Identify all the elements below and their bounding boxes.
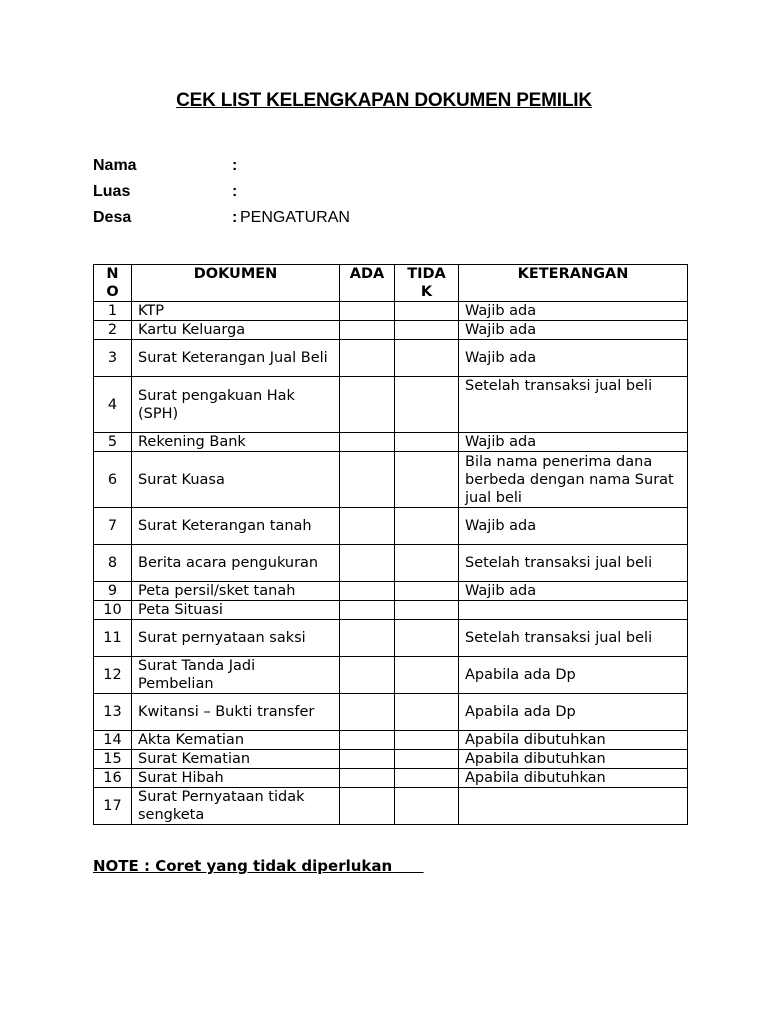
header-ada: ADA	[340, 265, 395, 302]
field-nama-label: Nama	[93, 157, 137, 174]
document-name: Peta Situasi	[132, 601, 340, 620]
tidak-checkbox-cell[interactable]	[395, 452, 459, 508]
tidak-checkbox-cell[interactable]	[395, 769, 459, 788]
document-name: Surat Pernyataan tidak sengketa	[132, 788, 340, 825]
header-no-l1: N	[106, 266, 119, 282]
ada-checkbox-cell[interactable]	[340, 788, 395, 825]
document-name: Peta persil/sket tanah	[132, 582, 340, 601]
field-luas-colon: :	[232, 183, 238, 200]
tidak-checkbox-cell[interactable]	[395, 620, 459, 657]
tidak-checkbox-cell[interactable]	[395, 582, 459, 601]
table-row	[94, 769, 688, 788]
table-row	[94, 582, 688, 601]
ada-checkbox-cell[interactable]	[340, 377, 395, 433]
note-text	[93, 857, 424, 875]
ada-checkbox-cell[interactable]	[340, 321, 395, 340]
document-name: Surat Tanda Jadi Pembelian	[132, 657, 340, 694]
ada-checkbox-cell[interactable]	[340, 340, 395, 377]
keterangan-text	[459, 601, 688, 620]
note-label: NOTE : Coret yang tidak diperlukan	[93, 857, 393, 875]
table-row	[94, 340, 688, 377]
keterangan-text: Apabila dibutuhkan	[459, 731, 688, 750]
ada-checkbox-cell[interactable]	[340, 433, 395, 452]
field-nama	[93, 155, 350, 181]
document-checklist-table	[93, 264, 688, 825]
row-number: 1	[94, 302, 132, 321]
row-number: 17	[94, 788, 132, 825]
table-header-row	[94, 265, 688, 302]
row-number: 6	[94, 452, 132, 508]
document-name: Surat pernyataan saksi	[132, 620, 340, 657]
field-desa-colon: :	[232, 209, 238, 226]
table-row	[94, 750, 688, 769]
row-number: 10	[94, 601, 132, 620]
table-row	[94, 694, 688, 731]
row-number: 4	[94, 377, 132, 433]
table-row	[94, 731, 688, 750]
tidak-checkbox-cell[interactable]	[395, 657, 459, 694]
ada-checkbox-cell[interactable]	[340, 601, 395, 620]
keterangan-text: Wajib ada	[459, 340, 688, 377]
field-luas	[93, 181, 350, 207]
keterangan-text: Wajib ada	[459, 321, 688, 340]
document-name: Surat Keterangan Jual Beli	[132, 340, 340, 377]
row-number: 7	[94, 508, 132, 545]
keterangan-text: Bila nama penerima dana berbeda dengan nama Surat jual beli	[459, 452, 688, 508]
table-row	[94, 302, 688, 321]
row-number: 14	[94, 731, 132, 750]
keterangan-text: Setelah transaksi jual beli	[459, 620, 688, 657]
row-number: 12	[94, 657, 132, 694]
header-no-l2: O	[106, 284, 119, 300]
field-nama-colon: :	[232, 157, 238, 174]
tidak-checkbox-cell[interactable]	[395, 321, 459, 340]
keterangan-text: Wajib ada	[459, 433, 688, 452]
keterangan-text: Wajib ada	[459, 508, 688, 545]
header-tidak	[395, 265, 459, 302]
table-row	[94, 545, 688, 582]
keterangan-text: Wajib ada	[459, 582, 688, 601]
row-number: 13	[94, 694, 132, 731]
keterangan-text: Setelah transaksi jual beli	[459, 545, 688, 582]
document-name: Surat Kuasa	[132, 452, 340, 508]
tidak-checkbox-cell[interactable]	[395, 694, 459, 731]
keterangan-text: Setelah transaksi jual beli	[459, 377, 688, 433]
ada-checkbox-cell[interactable]	[340, 750, 395, 769]
owner-fields	[93, 155, 350, 233]
header-keterangan: KETERANGAN	[459, 265, 688, 302]
tidak-checkbox-cell[interactable]	[395, 377, 459, 433]
table-row	[94, 788, 688, 825]
field-luas-label: Luas	[93, 183, 131, 200]
row-number: 8	[94, 545, 132, 582]
tidak-checkbox-cell[interactable]	[395, 508, 459, 545]
document-name: Surat pengakuan Hak (SPH)	[132, 377, 340, 433]
row-number: 2	[94, 321, 132, 340]
table-row	[94, 601, 688, 620]
keterangan-text: Apabila ada Dp	[459, 694, 688, 731]
document-name: KTP	[132, 302, 340, 321]
keterangan-text: Apabila dibutuhkan	[459, 769, 688, 788]
ada-checkbox-cell[interactable]	[340, 582, 395, 601]
keterangan-text	[459, 788, 688, 825]
document-name: Surat Kematian	[132, 750, 340, 769]
header-no	[94, 265, 132, 302]
header-dokumen: DOKUMEN	[132, 265, 340, 302]
ada-checkbox-cell[interactable]	[340, 452, 395, 508]
tidak-checkbox-cell[interactable]	[395, 433, 459, 452]
tidak-checkbox-cell[interactable]	[395, 601, 459, 620]
row-number: 16	[94, 769, 132, 788]
keterangan-text: Wajib ada	[459, 302, 688, 321]
table-row	[94, 508, 688, 545]
row-number: 11	[94, 620, 132, 657]
tidak-checkbox-cell[interactable]	[395, 545, 459, 582]
tidak-checkbox-cell[interactable]	[395, 750, 459, 769]
table-row	[94, 433, 688, 452]
table-row	[94, 377, 688, 433]
tidak-checkbox-cell[interactable]	[395, 302, 459, 321]
table-row	[94, 657, 688, 694]
row-number: 9	[94, 582, 132, 601]
document-name: Rekening Bank	[132, 433, 340, 452]
table-row	[94, 452, 688, 508]
ada-checkbox-cell[interactable]	[340, 302, 395, 321]
document-name: Surat Hibah	[132, 769, 340, 788]
table-row	[94, 620, 688, 657]
keterangan-text: Apabila dibutuhkan	[459, 750, 688, 769]
ada-checkbox-cell[interactable]	[340, 545, 395, 582]
document-name: Kartu Keluarga	[132, 321, 340, 340]
tidak-checkbox-cell[interactable]	[395, 731, 459, 750]
ada-checkbox-cell[interactable]	[340, 769, 395, 788]
row-number: 5	[94, 433, 132, 452]
document-name: Berita acara pengukuran	[132, 545, 340, 582]
ada-checkbox-cell[interactable]	[340, 620, 395, 657]
document-name: Akta Kematian	[132, 731, 340, 750]
ada-checkbox-cell[interactable]	[340, 508, 395, 545]
tidak-checkbox-cell[interactable]	[395, 340, 459, 377]
tidak-checkbox-cell[interactable]	[395, 788, 459, 825]
field-desa-value: PENGATURAN	[240, 209, 350, 226]
document-name: Surat Keterangan tanah	[132, 508, 340, 545]
ada-checkbox-cell[interactable]	[340, 731, 395, 750]
ada-checkbox-cell[interactable]	[340, 657, 395, 694]
page-title: CEK LIST KELENGKAPAN DOKUMEN PEMILIK	[176, 90, 592, 111]
table-row	[94, 321, 688, 340]
ada-checkbox-cell[interactable]	[340, 694, 395, 731]
field-desa-label: Desa	[93, 209, 132, 226]
header-tidak-l1: TIDA	[407, 266, 446, 282]
row-number: 15	[94, 750, 132, 769]
row-number: 3	[94, 340, 132, 377]
field-desa	[93, 207, 350, 233]
header-tidak-l2: K	[420, 284, 433, 300]
document-name: Kwitansi – Bukti transfer	[132, 694, 340, 731]
keterangan-text: Apabila ada Dp	[459, 657, 688, 694]
